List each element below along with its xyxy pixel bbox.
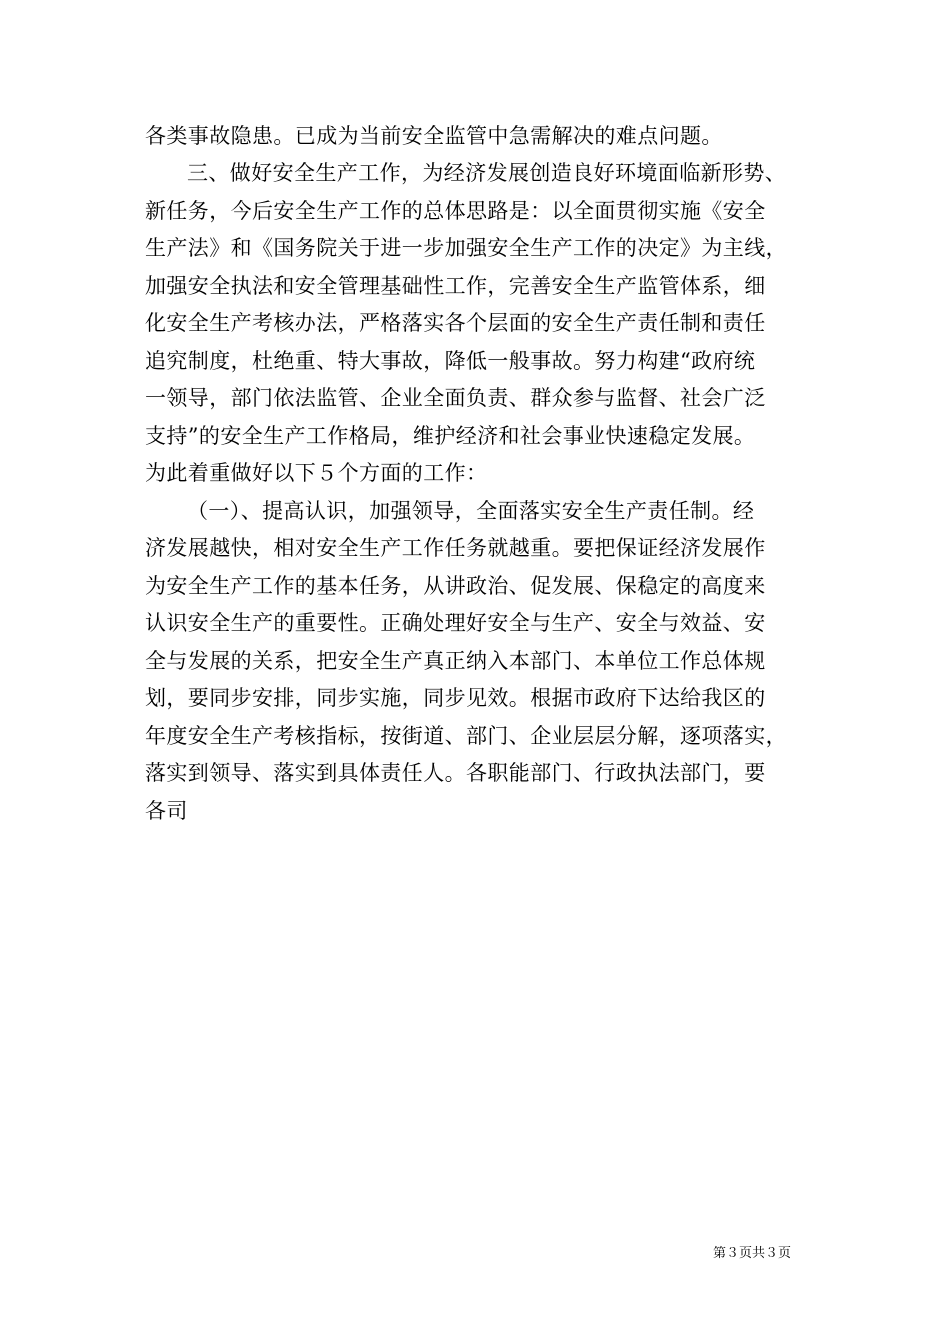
text-line: 落实到领导、落实到具体责任人。各职能部门、行政执法部门，要 — [145, 761, 766, 785]
text-line: 追究制度，杜绝重、特大事故，降低一般事故。努力构建“政府统 — [145, 349, 756, 373]
text-line: 各类事故隐患。已成为当前安全监管中急需解决的难点问题。 — [145, 124, 723, 148]
text-line: 支持”的安全生产工作格局，维护经济和社会事业快速稳定发展。 — [145, 424, 756, 448]
text-line: 认识安全生产的重要性。正确处理好安全与生产、安全与效益、安 — [145, 611, 766, 635]
text-line: 新任务，今后安全生产工作的总体思路是：以全面贯彻实施《安全 — [145, 199, 766, 223]
text-line: 年度安全生产考核指标，按街道、部门、企业层层分解，逐项落实， — [145, 724, 787, 748]
text-line: 三、做好安全生产工作，为经济发展创造良好环境面临新形势、 — [187, 161, 787, 185]
text-line: 化安全生产考核办法，严格落实各个层面的安全生产责任制和责任 — [145, 311, 766, 335]
text-line: 加强安全执法和安全管理基础性工作，完善安全生产监管体系，细 — [145, 274, 766, 298]
text-line: 各司 — [145, 799, 188, 823]
text-line: 生产法》和《国务院关于进一步加强安全生产工作的决定》为主线， — [145, 236, 787, 260]
text-line: 为此着重做好以下５个方面的工作： — [145, 461, 488, 485]
text-line: 划，要同步安排，同步实施，同步见效。根据市政府下达给我区的 — [145, 686, 766, 710]
page-number: 第３页共３页 — [713, 1246, 792, 1261]
text-line: 全与发展的关系，把安全生产真正纳入本部门、本单位工作总体规 — [145, 649, 766, 673]
text-line: （一）、提高认识，加强领导，全面落实安全生产责任制。经 — [187, 499, 755, 523]
text-line: 为安全生产工作的基本任务，从讲政治、促发展、保稳定的高度来 — [145, 574, 766, 598]
text-line: 一领导，部门依法监管、企业全面负责、群众参与监督、社会广泛 — [145, 386, 766, 410]
text-line: 济发展越快，相对安全生产工作任务就越重。要把保证经济发展作 — [145, 536, 766, 560]
